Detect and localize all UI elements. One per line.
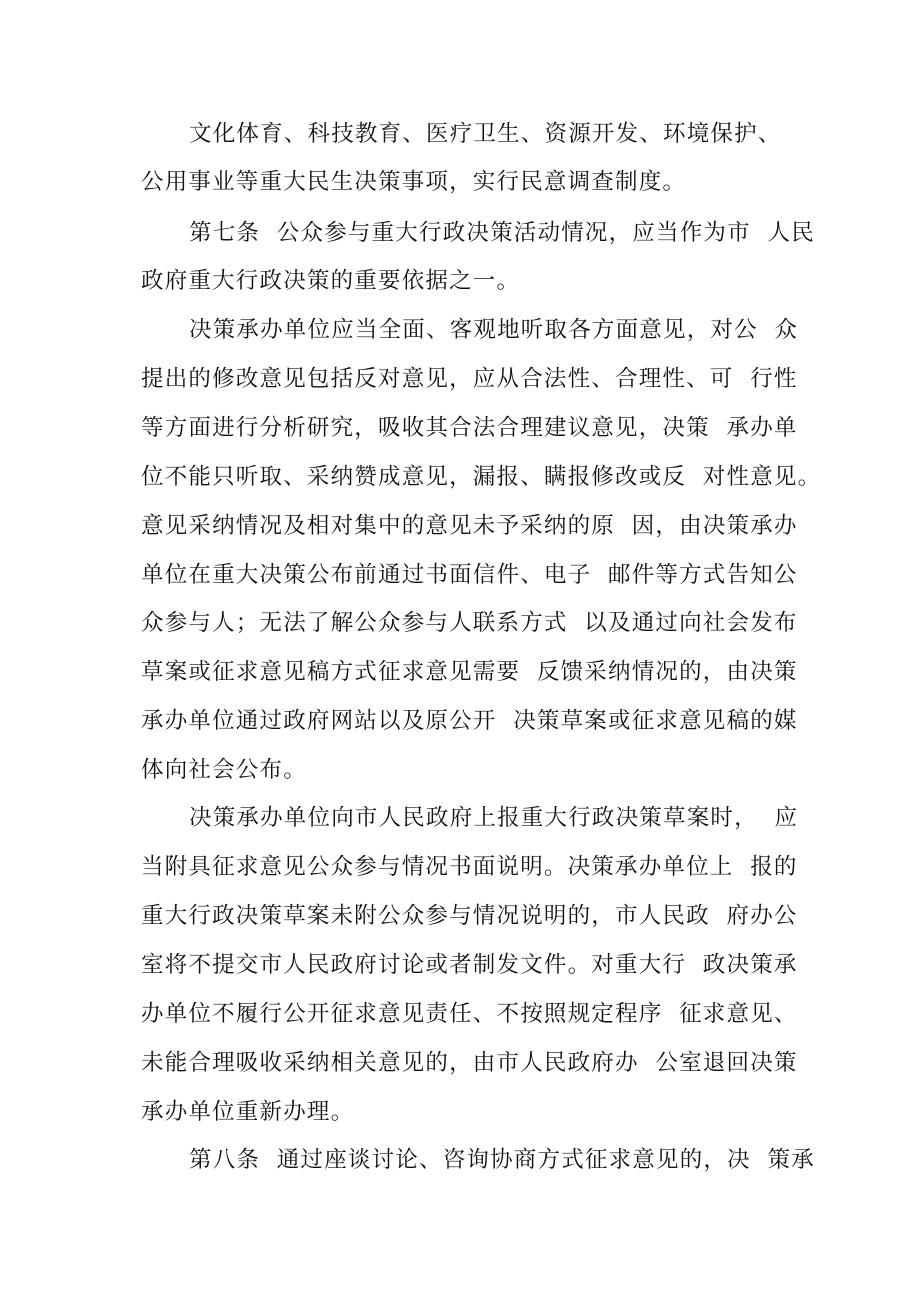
text-line: 政府重大行政决策的重要依据之一。 [141, 268, 521, 294]
text-line: 决策承办单位应当全面、客观地听取各方面意见，对公 众 [189, 317, 799, 343]
text-line: 重大行政决策草案未附公众参与情况说明的，市人民政 府办公 [141, 903, 798, 929]
text-line: 第七条 公众参与重大行政决策活动情况，应当作为市 人民 [189, 220, 815, 246]
text-line: 未能合理吸收采纳相关意见的，由市人民政府办 公室退回决策 [141, 1050, 798, 1076]
text-line: 决策承办单位向市人民政府上报重大行政决策草案时， 应 [189, 805, 799, 831]
text-line: 意见采纳情况及相对集中的意见未予采纳的原 因，由决策承办 [141, 513, 798, 539]
text-line: 公用事业等重大民生决策事项，实行民意调查制度。 [141, 169, 687, 195]
text-line: 承办单位通过政府网站以及原公开 决策草案或征求意见稿的媒 [141, 708, 798, 734]
text-line: 室将不提交市人民政府讨论或者制发文件。对重大行 政决策承 [141, 952, 798, 978]
text-line: 位不能只听取、采纳赞成意见，漏报、瞒报修改或反 对性意见。 [141, 464, 822, 490]
text-line: 办单位不履行公开征求意见责任、不按照规定程序 征求意见、 [141, 1001, 798, 1027]
text-line: 承办单位重新办理。 [141, 1099, 355, 1125]
text-line: 单位在重大决策公布前通过书面信件、电子 邮件等方式告知公 [141, 562, 798, 588]
text-line: 提出的修改意见包括反对意见，应从合法性、合理性、可 行性 [141, 366, 798, 392]
text-line: 等方面进行分析研究，吸收其合法合理建议意见，决策 承办单 [141, 415, 798, 441]
text-line: 草案或征求意见稿方式征求意见需要 反馈采纳情况的，由决策 [141, 659, 798, 685]
text-line: 当附具征求意见公众参与情况书面说明。决策承办单位上 报的 [141, 854, 798, 880]
text-line: 文化体育、科技教育、医疗卫生、资源开发、环境保护、 [189, 121, 782, 147]
text-line: 体向社会公布。 [141, 757, 307, 783]
text-line: 众参与人；无法了解公众参与人联系方式 以及通过向社会发布 [141, 610, 798, 636]
text-line: 第八条 通过座谈讨论、咨询协商方式征求意见的，决 策承 [189, 1147, 815, 1173]
